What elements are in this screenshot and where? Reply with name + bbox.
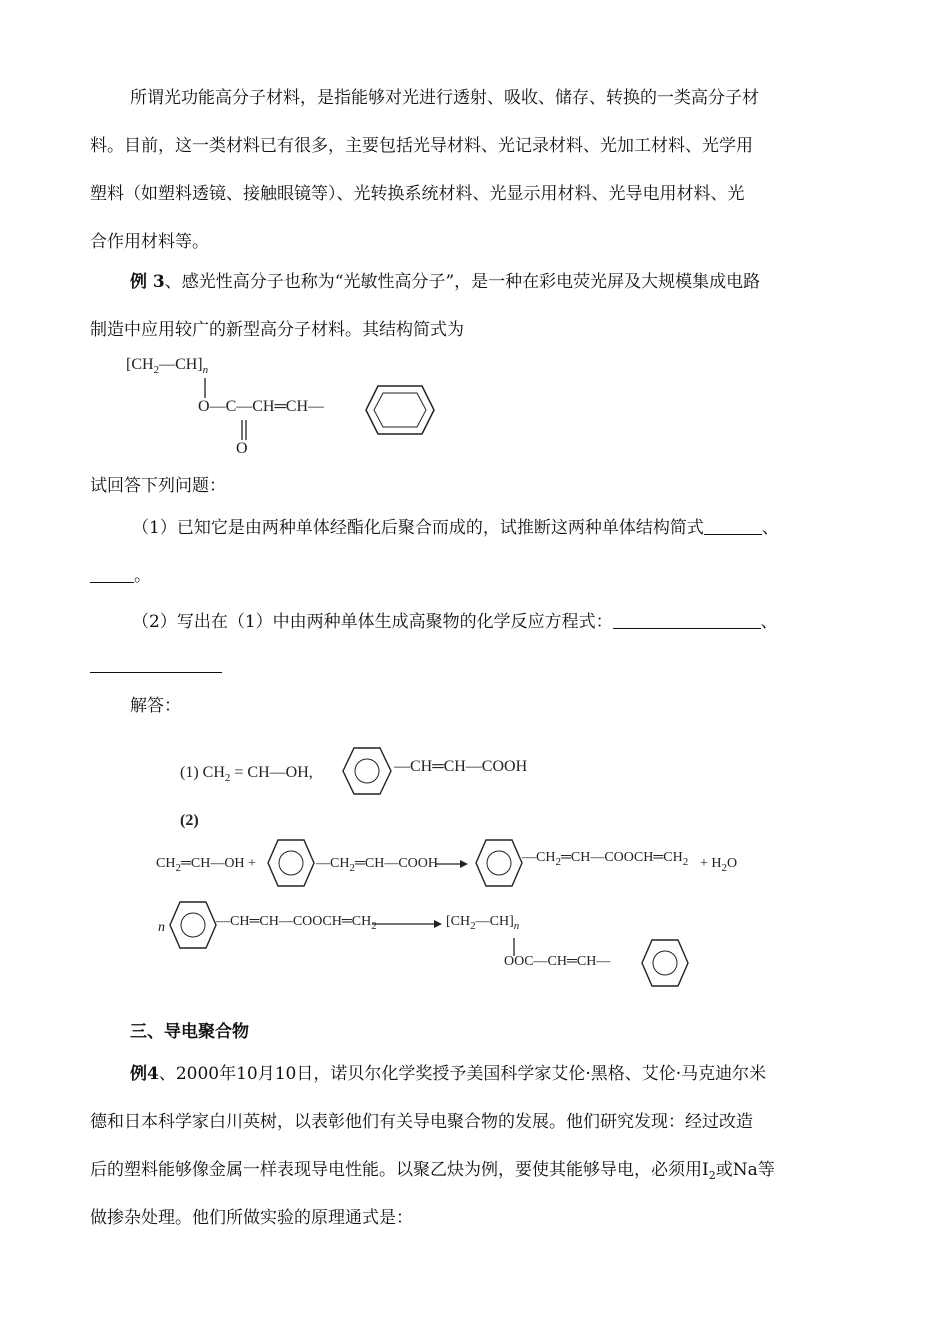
reaction-1-vinyl-alcohol: ═CH—OH + [180,856,256,871]
reaction-1-water [700,856,737,874]
ch2-group: CH [131,356,154,373]
reaction-2-poly-ch2: [CH [446,914,471,929]
reaction-2-polymer [446,914,519,932]
reaction-1-product: $—CH_2═CH—COOCH═CH_2$ [522,850,689,868]
question-2-separator: 、 [760,612,778,632]
example4-text-3a: 后的塑料能够像金属一样表现导电性能。以聚乙炔为例，要使其能够导电，必须用I [90,1160,709,1180]
vinyl-chain: CH═CH [252,398,309,415]
intro-line-4: 合作用材料等。 [90,232,209,252]
ch-group: CH [175,356,198,373]
reaction-1-chain-rest: ═CH—COOH [354,856,438,871]
reaction-2-monomer: $—CH═CH—COOCH═CH_2$ [216,914,377,932]
ch2-subscript: 2 [153,364,160,376]
carbonyl-oxygen: O [236,440,248,457]
answer-2-label: (2) [180,812,199,829]
reaction-1-ch2: CH [156,856,176,871]
example4-line-4: 做掺杂处理。他们所做实验的原理通式是： [90,1208,413,1228]
intro-line-3: 塑料（如塑料透镜、接触眼镜等）、光转换系统材料、光显示用材料、光导电用材料、光 [90,184,745,204]
example4-label: 例4 [130,1064,159,1084]
reaction-1-water-sub: 2 [721,862,728,874]
reaction-1-product-sub: 2 [555,856,561,868]
benzene-ring-icon [168,900,218,950]
example4-line-3 [90,1158,775,1188]
benzene-ring-icon [640,938,690,988]
intro-line-2: 料。目前，这一类材料已有很多，主要包括光导材料、光记录材料、光加工材料、光学用 [90,136,753,156]
example3-label: 例 3 [130,272,165,292]
reaction-2-chain: CH═CH—COOCH═CH [230,914,372,929]
example4-text-3b: 或Na等 [715,1160,775,1180]
question-1-end: 。 [134,566,151,586]
bracket-right: ] [197,356,203,373]
example3-line-2: 制造中应用较广的新型高分子材料。其结构简式为 [90,320,464,340]
example4-text-1: 、2000年10月10日，诺贝尔化学奖授予美国科学家艾伦·黑格、艾伦·马克迪尔米 [158,1064,767,1084]
intro-line-1: 所谓光功能高分子材料，是指能够对光进行透射、吸收、储存、转换的一类高分子材 [130,88,759,108]
reaction-2-side-chain: OOC—CH═CH— [504,954,611,969]
reaction-1-water-h: + H [700,856,722,871]
example3-text-1: 、感光性高分子也称为“光敏性高分子”，是一种在彩电荧光屏及大规模集成电路 [164,272,761,292]
bracket-left: [ [126,356,132,373]
question-prompt: 试回答下列问题： [90,476,226,496]
reaction-1-product-ch2: CH [536,850,556,865]
reaction-1-chain-ch2: CH [330,856,350,871]
polymer-side-chain: O—C—CH═CH— [198,398,325,415]
reaction-1-chain-sub: 2 [349,862,355,874]
section-heading: 三、导电聚合物 [130,1022,249,1042]
reaction-1-water-o: O [727,856,738,871]
reaction-1-reactant-2-chain: $—CH_2═CH—COOH$ [316,856,438,874]
example4-i2-subscript: 2 [708,1169,716,1182]
example4-line-1 [130,1062,766,1086]
reaction-2-n: n [158,920,165,935]
answer-1-prefix: (1) CH [180,764,225,781]
answer-1-subscript: 2 [224,772,231,784]
carbonyl-carbon: C [225,398,237,415]
answer-1-chain: CH═CH—COOH [410,758,528,775]
question-1-text: （1）已知它是由两种单体经酯化后聚合而成的，试推断这两种单体结构简式 [132,518,704,538]
example4-line-2: 德和日本科学家白川英树，以表彰他们有关导电聚合物的发展。他们研究发现：经过改造 [90,1112,753,1132]
question-2-text: （2）写出在（1）中由两种单体生成高聚物的化学反应方程式： [132,612,613,632]
reaction-2-chain-sub: 2 [371,920,377,932]
reaction-2-poly-ch: —CH] [475,914,514,929]
reaction-1-product-sub2: 2 [682,856,689,868]
question-1-separator: 、 [761,518,779,538]
answer-1-mid: = CH—OH, [230,764,313,781]
answer-label: 解答： [130,696,181,716]
ester-oxygen: O [198,398,210,415]
benzene-ring-icon [474,838,524,888]
reaction-2-poly-sub: 2 [470,920,476,932]
answer-1-monomer-2-chain: —CH═CH—COOH [394,758,528,775]
reaction-1-product-ester: ═CH—COOCH═CH [560,850,683,865]
repeat-n: n [202,364,209,376]
reaction-2-poly-n: n [513,920,520,932]
polymer-structure-backbone: $[CH_2—CH]_n$ [126,356,209,376]
reaction-1-ch2-sub: 2 [175,862,181,874]
